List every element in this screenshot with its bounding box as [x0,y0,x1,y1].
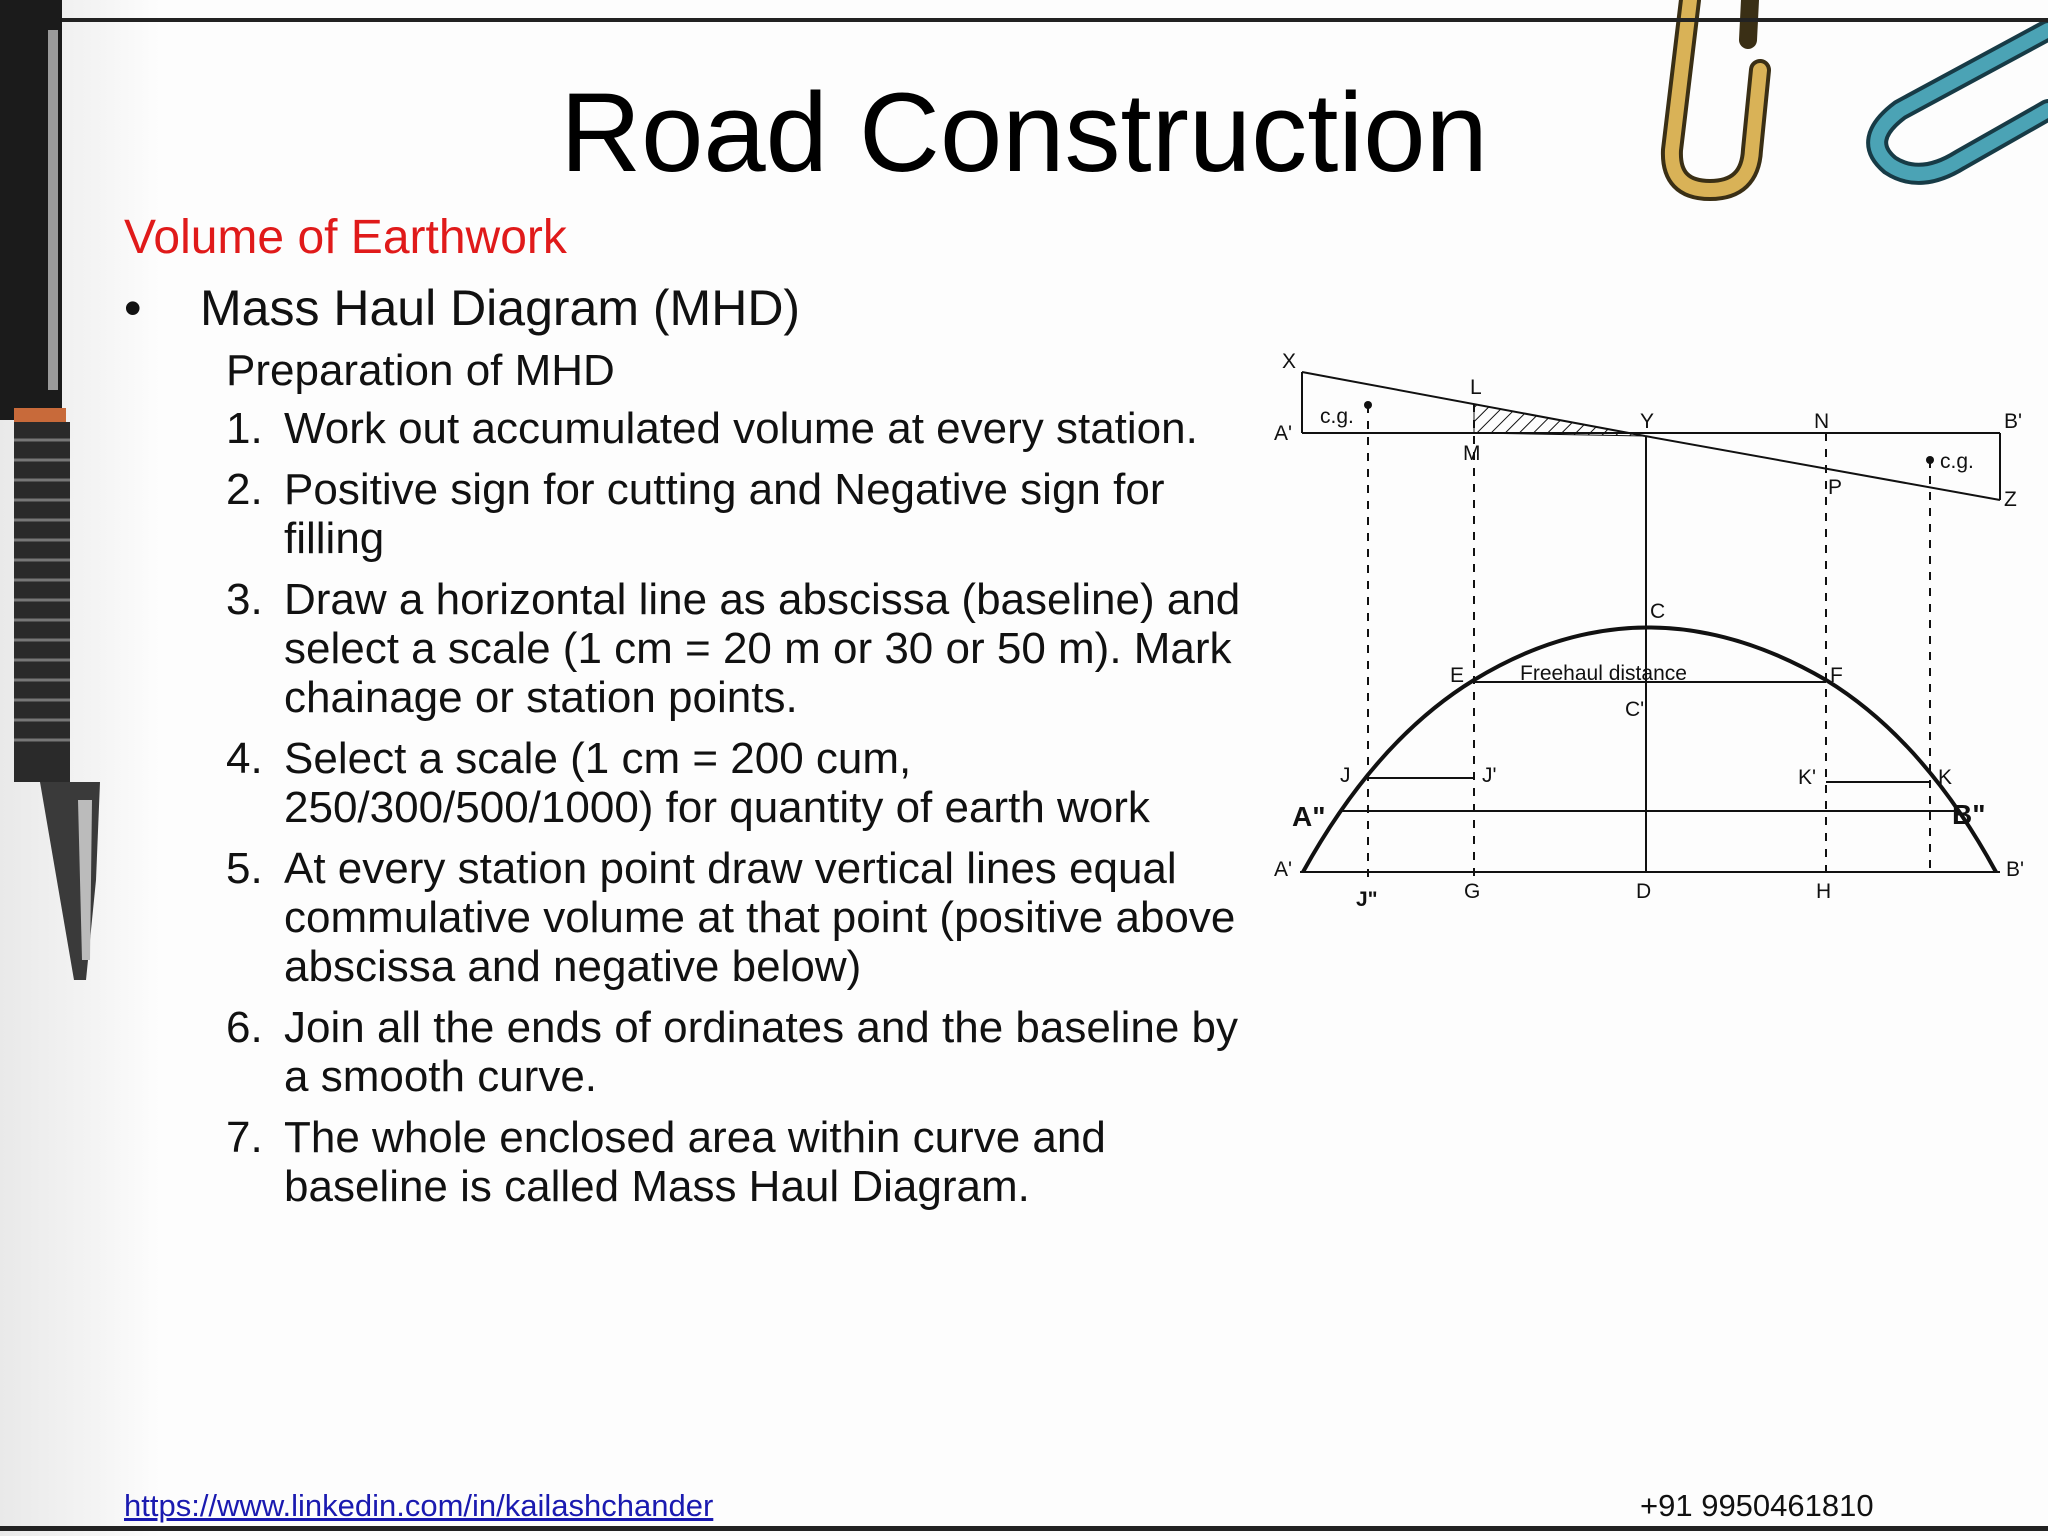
label-F: F [1830,664,1843,687]
step-item [226,465,1246,563]
section-subtitle: Volume of Earthwork [124,211,567,264]
label-C: C [1650,600,1666,623]
label-N: N [1814,410,1830,433]
label-K: K [1938,766,1953,789]
phone-number: +91 9950461810 [1640,1488,1874,1523]
label-cg-left: c.g. [1320,405,1354,428]
step-number: 7. [226,1113,263,1162]
label-A-prime-top: A' [1274,422,1293,445]
label-M: M [1463,442,1481,465]
step-number: 1. [226,404,263,453]
label-K-prime: K' [1798,766,1817,789]
bottom-rule [0,1526,2048,1531]
bullet-item [124,276,800,340]
slide-title [0,68,2048,198]
step-item [226,404,1246,453]
label-D: D [1636,880,1652,903]
label-A-prime-bottom: A' [1274,858,1293,881]
step-item [226,1003,1246,1101]
step-text: At every station point draw vertical lines equal commulative volume at that point (positive above abscissa and negative below) [284,844,1236,991]
step-text: Positive sign for cutting and Negative sign for filling [284,465,1165,563]
step-item [226,1113,1246,1211]
step-text: Join all the ends of ordinates and the baseline by a smooth curve. [284,1003,1238,1101]
cg-left-dot [1364,401,1372,409]
step-item [226,575,1246,722]
step-item [226,734,1246,832]
bullet-symbol: • [124,280,142,336]
label-B-prime-bottom: B' [2006,858,2025,881]
label-A-double-prime: A" [1292,801,1326,832]
step-number: 2. [226,465,263,514]
label-freehaul-distance: Freehaul distance [1520,662,1687,685]
label-P: P [1828,476,1843,499]
linkedin-link[interactable]: https://www.linkedin.com/in/kailashchander [124,1488,714,1523]
cg-right-dot [1926,456,1934,464]
label-B-double-prime: B" [1952,799,1986,830]
step-text: Select a scale (1 cm = 200 cum, 250/300/500/1000) for quantity of earth work [284,734,1150,832]
label-L: L [1470,376,1482,399]
label-J-double-prime: J" [1356,888,1378,911]
step-item [226,844,1246,991]
step-number: 3. [226,575,263,624]
step-number: 5. [226,844,263,893]
steps-list [226,404,1246,1223]
slide-title-text: Road Construction [560,70,1488,195]
top-rule [62,18,2048,22]
step-number: 4. [226,734,263,783]
preparation-heading: Preparation of MHD [226,346,615,395]
label-J: J [1340,764,1351,787]
step-text: Work out accumulated volume at every station. [284,404,1198,453]
mass-haul-diagram [1260,345,2040,925]
step-text: Draw a horizontal line as abscissa (baseline) and select a scale (1 cm = 20 m or 30 or 50 m). Mark chainage or station points. [284,575,1241,722]
bullet-text: Mass Haul Diagram (MHD) [200,280,801,336]
label-cg-right: c.g. [1940,450,1974,473]
step-number: 6. [226,1003,263,1052]
label-Z: Z [2004,488,2017,511]
hatched-area [1474,404,1645,436]
label-C-prime: C' [1625,698,1645,721]
label-X: X [1282,350,1297,373]
label-G: G [1464,880,1481,903]
label-E: E [1450,664,1465,687]
label-J-prime: J' [1482,764,1497,787]
label-Y: Y [1640,410,1655,433]
step-text: The whole enclosed area within curve and baseline is called Mass Haul Diagram. [284,1113,1106,1211]
label-H: H [1816,880,1832,903]
label-B-prime-top: B' [2004,410,2023,433]
